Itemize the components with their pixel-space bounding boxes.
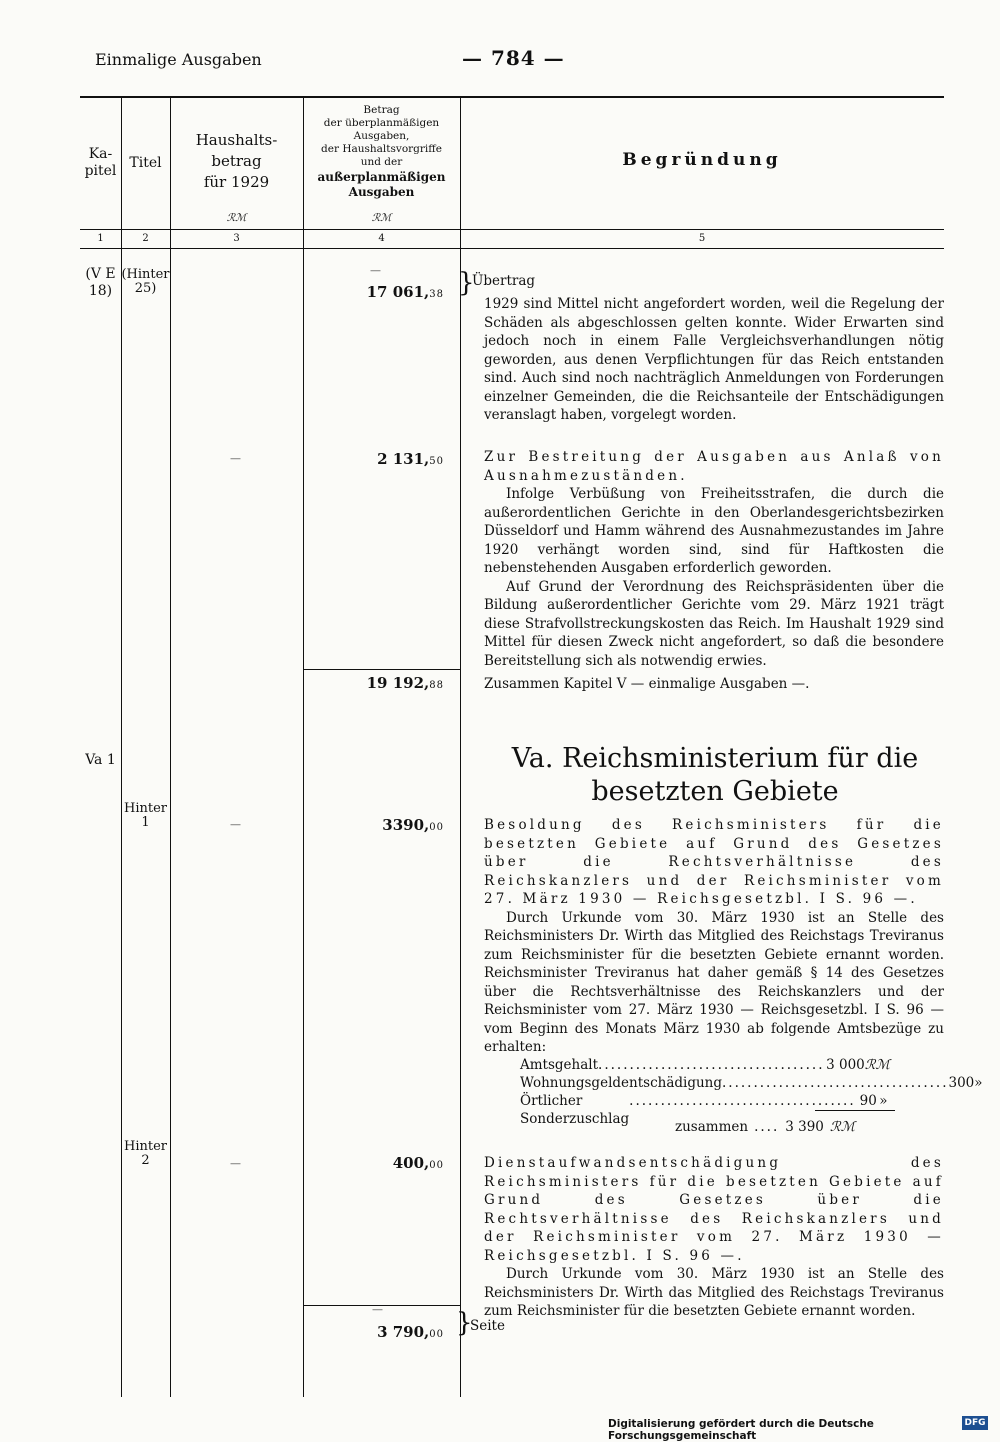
salary-total — [675, 1118, 855, 1136]
row3-heading: Besoldung des Reichsministers für die besetzten Gebiete auf Grund des Gesetzes über die Rechtsverhältnisse des Reichskanzlers und der Reichsminister vom 27. März 1930 — Reichsgesetzbl. I S. 96 —. — [484, 817, 944, 907]
end-amount — [377, 1323, 444, 1341]
row1-kapitel: (V E 18) — [85, 266, 116, 299]
salary-total-label: zusammen — [675, 1119, 749, 1135]
leader-dots: .................................... — [629, 1093, 856, 1109]
column-head-betrag-unit: ℛℳ — [371, 212, 392, 224]
column-number-4: 4 — [378, 233, 385, 244]
row1-amount-cents: 38 — [429, 289, 444, 300]
row2-dash: — — [230, 452, 241, 465]
sum-amount — [367, 674, 444, 692]
column-head-betrag: Betrag der überplanmäßigen Ausgaben, der Haushaltsvorgriffe und der — [321, 104, 442, 168]
column-number-3: 3 — [233, 233, 240, 244]
row3-amount-value: 3390, — [382, 816, 430, 834]
column-divider-2 — [170, 97, 171, 1397]
column-head-haushaltsbetrag-unit: ℛℳ — [226, 212, 247, 224]
row1-titel: (Hinter 25) — [121, 267, 170, 296]
row4-dash: — — [230, 1157, 241, 1170]
va-kapitel: Va 1 — [85, 752, 116, 768]
sum-label: Zusammen Kapitel V — einmalige Ausgaben —. — [484, 676, 810, 692]
salary-value: 3 000 — [826, 1057, 865, 1073]
column-number-2: 2 — [142, 233, 149, 244]
salary-item — [520, 1056, 890, 1074]
end-amount-cents: 00 — [429, 1329, 444, 1340]
row4-titel: Hinter 2 — [124, 1139, 167, 1168]
row4-amount-value: 400, — [392, 1154, 430, 1172]
column-head-kapitel: Ka- pitel — [84, 146, 117, 179]
row1-paragraph: 1929 sind Mittel nicht angefordert worden, weil die Regelung der Schäden als abgeschlossen gelten konnte. Wider Erwarten sind jedoch noch in einem Falle Vergleichsverhandlungen nötig geworden, aus denen Verpflichtungen für das Reich entstanden sind. Auch sind noch nachträglich Anmeldungen von Forderungen einzelner Gemeinden, die die Reichsanteile der Entschädigungen veranslagt haben, vorgelegt worden. — [484, 296, 944, 423]
uebertrag-label: Übertrag — [472, 273, 536, 289]
row1-carry-dash: — — [370, 264, 381, 277]
sum-amount-value: 19 192, — [366, 674, 430, 692]
uebertrag-brace: } — [458, 268, 475, 298]
salary-sum-rule — [815, 1110, 895, 1111]
salary-label: Amtsgehalt — [520, 1057, 599, 1073]
row2-amount-value: 2 131, — [377, 450, 430, 468]
leader-dots: .... — [754, 1119, 780, 1135]
row2-heading: Zur Bestreitung der Ausgaben aus Anlaß von Ausnahmezuständen. — [484, 449, 944, 484]
row4-heading: Dienstaufwandsentschädigung des Reichsministers für die besetzten Gebiete auf Grund des Gesetzes über die Rechtsverhältnisse des Reichskanzlers und der Reichsminister vom 27. März 1930 — Reichsgesetzbl. I S. 96 —. — [484, 1155, 944, 1264]
salary-total-value: 3 390 — [785, 1119, 824, 1135]
sum-amount-cents: 88 — [429, 680, 444, 691]
column-head-betrag-bold: außerplanmäßigen Ausgaben — [317, 170, 446, 199]
table-top-rule — [80, 96, 944, 98]
row1-amount — [367, 283, 444, 301]
row4-amount-cents: 00 — [429, 1160, 444, 1171]
row3-paragraph-1: Durch Urkunde vom 30. März 1930 ist an Stelle des Reichsministers Dr. Wirth das Mitglied des Reichstags Treviranus zum Reichsminister für die besetzten Gebiete ernannt worden. Reichsminister Treviranus hat daher gemäß § 14 des Gesetzes über die Rechtsverhältnisse des Reichskanzlers und der Reichsminister vom 27. März 1930 — Reichsgesetzbl. I S. 96 — vom Beginn des Monats März 1930 ab folgende Amtsbezüge zu erhalten: — [484, 909, 944, 1055]
row3-amount — [382, 816, 444, 834]
dfg-logo: DFG — [962, 1416, 988, 1430]
salary-item — [520, 1074, 983, 1092]
salary-unit: » — [974, 1075, 983, 1091]
column-head-haushaltsbetrag: Haushalts- betrag für 1929 — [195, 131, 278, 191]
salary-unit: ℛℳ — [864, 1057, 890, 1073]
running-header-section: Einmalige Ausgaben — [95, 50, 262, 69]
salary-value: 90 — [859, 1093, 877, 1109]
end-amount-value: 3 790, — [377, 1323, 430, 1341]
salary-unit: » — [879, 1093, 888, 1109]
va-section-heading: Va. Reichsministerium für die besetzten Gebiete — [511, 743, 919, 807]
column-head-titel: Titel — [129, 155, 162, 171]
salary-label: Wohnungsgeldentschädigung — [520, 1075, 722, 1091]
seite-brace: } — [456, 1308, 473, 1338]
leader-dots: .................................... — [598, 1057, 825, 1073]
row1-amount-value: 17 061, — [366, 283, 430, 301]
row3-text — [484, 816, 944, 1057]
column-number-5: 5 — [698, 233, 706, 244]
column-divider-3 — [303, 97, 304, 1397]
row2-amount — [377, 450, 444, 468]
salary-total-unit: ℛℳ — [829, 1119, 856, 1135]
row4-text — [484, 1154, 944, 1321]
header-bottom-rule — [80, 229, 944, 230]
column-head-begruendung: Begründung — [622, 150, 782, 170]
page-number: — 784 — — [462, 46, 565, 70]
row2-amount-cents: 50 — [429, 456, 444, 467]
sum-text — [484, 675, 944, 694]
digitization-credit: Digitalisierung gefördert durch die Deutsche Forschungsgemeinschaft — [608, 1418, 874, 1442]
row1-text — [484, 295, 944, 425]
numbers-bottom-rule — [80, 248, 944, 249]
row3-titel: Hinter 1 — [124, 801, 167, 830]
salary-label: Örtlicher Sonderzuschlag — [520, 1093, 630, 1127]
sum-rule — [303, 669, 460, 670]
end-dash: — — [372, 1303, 383, 1316]
row2-paragraph-1: Infolge Verbüßung von Freiheitsstrafen, die durch die außerordentlichen Gerichte in den Oberlandesgerichtsbezirken Düsseldorf und Hamm während des Ausnahmezustandes im Jahre 1920 verhängt worden sind, sind für Haftkosten die nebenstehenden Ausgaben erforderlich geworden. — [484, 486, 944, 576]
row2-paragraph-2: Auf Grund der Verordnung des Reichspräsidenten über die Bildung außerordentlicher Gerichte vom 29. März 1921 trägt diese Strafvollstreckungskosten das Reich. Im Haushalt 1929 sind Mittel für diesen Zweck nicht angefordert, so daß die besondere Bereitstellung sich als notwendig erwies. — [484, 578, 944, 669]
seite-label: Seite — [470, 1318, 505, 1334]
leader-dots: .................................... — [722, 1075, 949, 1091]
row3-dash: — — [230, 818, 241, 831]
row2-text — [484, 448, 944, 670]
row4-amount — [393, 1154, 444, 1172]
column-number-1: 1 — [97, 233, 104, 244]
row3-amount-cents: 00 — [429, 822, 444, 833]
salary-value: 300 — [948, 1075, 975, 1091]
row4-paragraph-1: Durch Urkunde vom 30. März 1930 ist an Stelle des Reichsministers Dr. Wirth das Mitglied des Reichstags Treviranus zum Reichsminister für die besetzten Gebiete ernannt worden. — [484, 1266, 944, 1319]
